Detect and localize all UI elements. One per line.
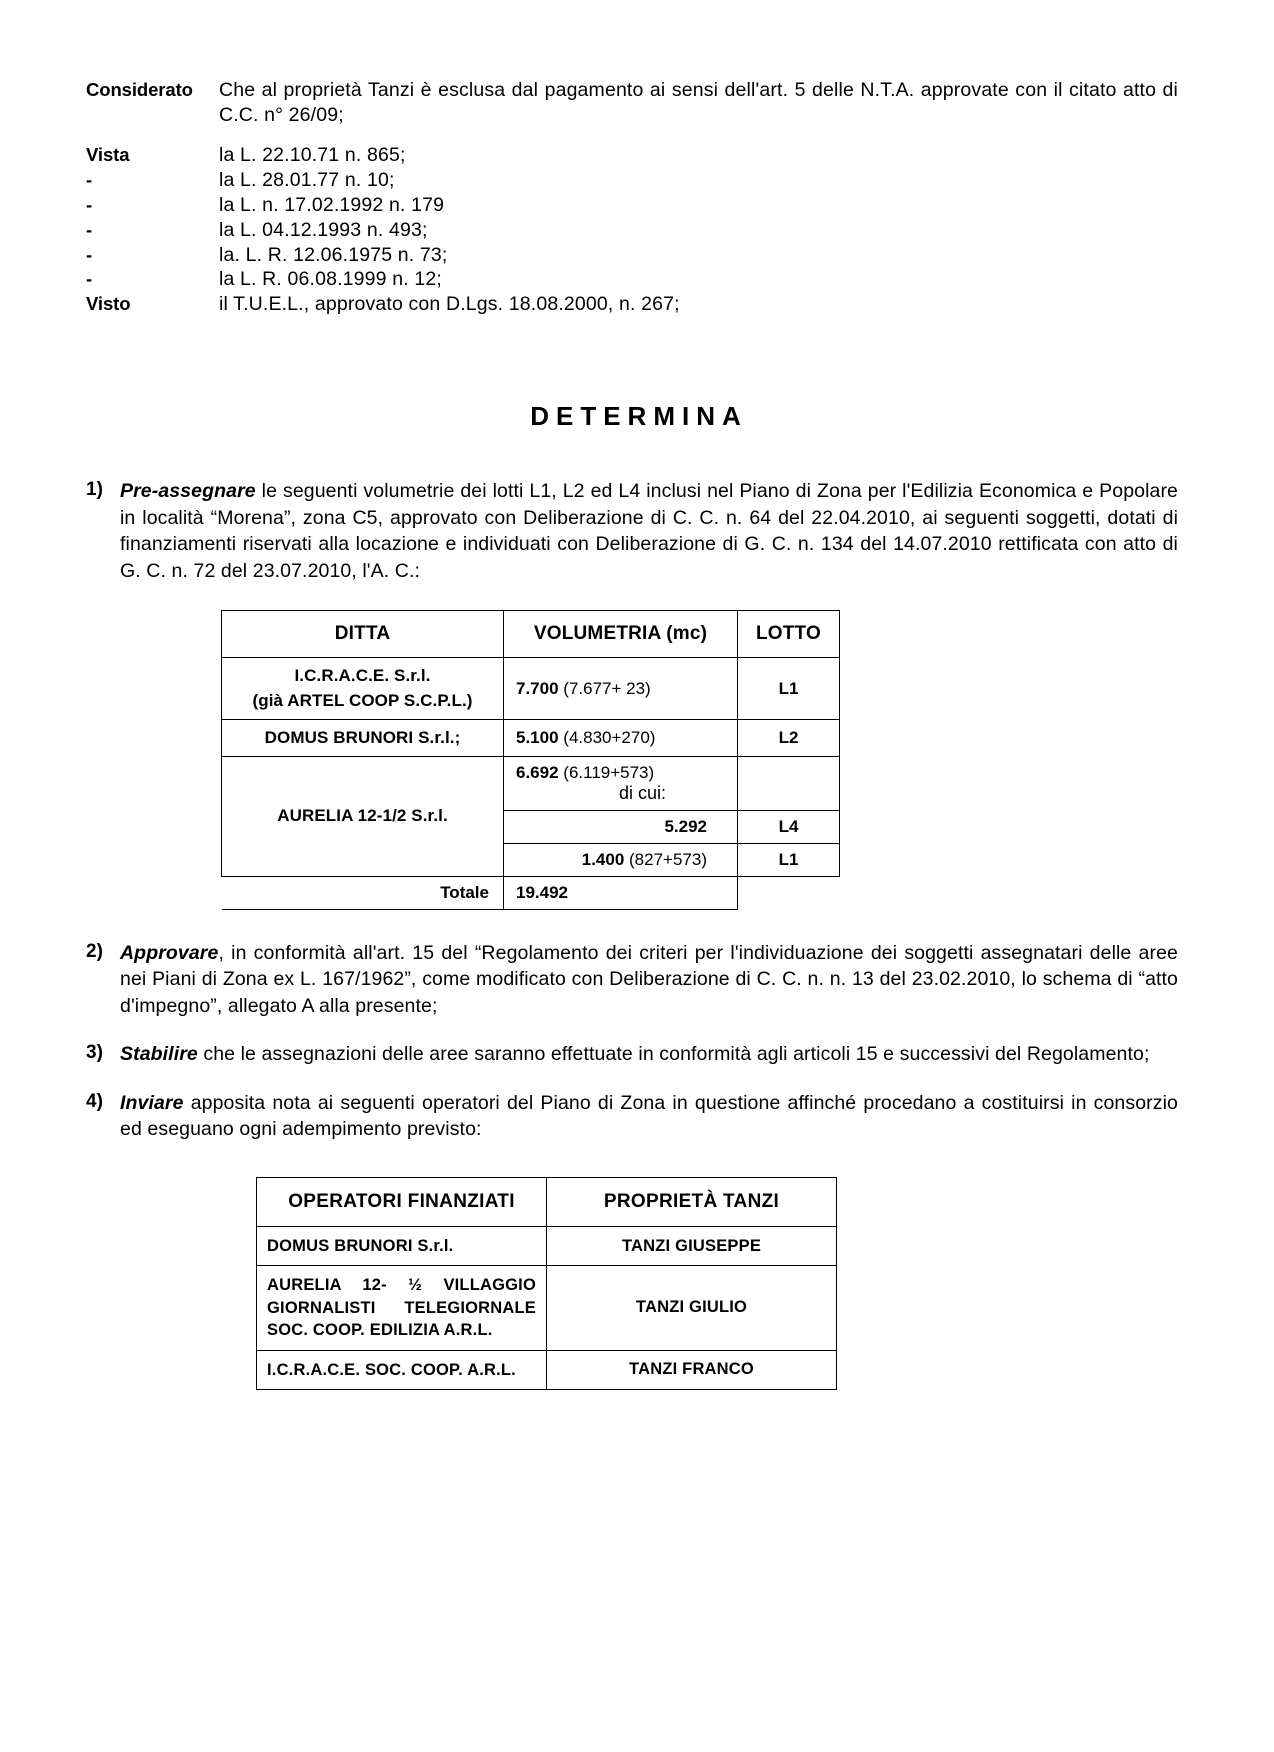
ditta-icrace-line1: I.C.R.A.C.E. S.r.l.	[294, 666, 431, 686]
premise-law-5: la. L. R. 12.06.1975 n. 73;	[219, 243, 448, 266]
list-item-4-text: apposita nota ai seguenti operatori del Piano di Zona in questione affinché procedano a costituirsi in consorzio ed eseguano ogni adempimento previsto:	[120, 1091, 1178, 1141]
list-item-3	[86, 1041, 1178, 1068]
volumetria-aurelia-detail: (6.119+573)	[563, 762, 655, 782]
cell-totale-value: 19.492	[504, 876, 738, 909]
list-item-4-keyword: Inviare	[120, 1091, 184, 1114]
volumetria-icrace-value: 7.700	[516, 678, 559, 698]
premise-law-3: la L. n. 17.02.1992 n. 179	[219, 193, 445, 216]
list-item-1	[86, 478, 1178, 584]
determina-items	[86, 478, 1178, 1390]
column-header-proprieta: PROPRIETÀ TANZI	[547, 1177, 837, 1226]
premise-row-considerato	[86, 78, 1178, 129]
cell-lotto-aurelia-sub-1: L4	[738, 810, 840, 843]
cell-totale-label: Totale	[222, 876, 504, 909]
premise-law-2: la L. 28.01.77 n. 10;	[219, 168, 395, 191]
cell-volumetria-aurelia-sub-2	[504, 843, 738, 876]
premise-row-visto	[86, 292, 1178, 317]
column-header-ditta: DITTA	[222, 611, 504, 658]
volumetrie-table	[221, 610, 840, 909]
table-row	[222, 756, 840, 810]
cell-operatore-domus: DOMUS BRUNORI S.r.l.	[257, 1226, 547, 1265]
premise-bullet-dash-5: -	[86, 268, 93, 290]
list-item-2-keyword: Approvare	[120, 941, 219, 964]
cell-volumetria-icrace	[504, 658, 738, 719]
list-item-3-keyword: Stabilire	[120, 1043, 198, 1066]
cell-lotto-aurelia-sub-2: L1	[738, 843, 840, 876]
volumetria-domus-detail: (4.830+270)	[563, 727, 656, 747]
operatori-table	[256, 1177, 837, 1390]
list-item-3-number: 3)	[86, 1042, 103, 1064]
premise-row-law-2	[86, 168, 1178, 193]
volumetria-aurelia-value: 6.692	[516, 762, 559, 782]
premise-text-visto: il T.U.E.L., approvato con D.Lgs. 18.08.2000, n. 267;	[219, 293, 680, 316]
table-row	[257, 1266, 837, 1350]
volumetria-aurelia-sub-2-detail: (827+573)	[629, 849, 707, 869]
table-total-row	[222, 876, 840, 909]
premise-law-1: la L. 22.10.71 n. 865;	[219, 143, 406, 166]
premise-bullet-dash-2: -	[86, 193, 93, 215]
cell-operatore-icrace: I.C.R.A.C.E. SOC. COOP. A.R.L.	[257, 1350, 547, 1389]
cell-volumetria-domus	[504, 719, 738, 756]
cell-volumetria-aurelia-total	[504, 756, 738, 810]
volumetria-aurelia-sub-1-value: 5.292	[664, 816, 707, 836]
volumetria-aurelia-sub-2-value: 1.400	[581, 849, 625, 869]
premise-row-vista	[86, 143, 1178, 168]
cell-lotto-aurelia-total	[738, 756, 840, 810]
list-item-2	[86, 940, 1178, 1020]
cell-lotto-icrace: L1	[738, 658, 840, 719]
list-item-1-number: 1)	[86, 479, 103, 501]
column-header-operatori: OPERATORI FINANZIATI	[257, 1177, 547, 1226]
premise-label-considerato: Considerato	[86, 79, 193, 100]
column-header-volumetria: VOLUMETRIA (mc)	[504, 611, 738, 658]
table-header-row	[222, 611, 840, 658]
premise-bullet-dash-3: -	[86, 218, 93, 240]
list-item-1-text: le seguenti volumetrie dei lotti L1, L2 ed L4 inclusi nel Piano di Zona per l'Edilizia Economica e Popolare in località “Morena”, zona C5, approvato con Deliberazione di C. C. n. 64 del 22.04.2010, ai seguenti soggetti, dotati di finanziamenti riservati alla locazione e individuati con Deliberazione di G. C. n. 134 del 14.07.2010 rettificata con atto di G. C. n. 72 del 23.07.2010, l'A. C.:	[120, 480, 1178, 582]
premise-law-6: la L. R. 06.08.1999 n. 12;	[219, 268, 442, 291]
list-item-4-number: 4)	[86, 1090, 103, 1112]
list-item-2-body	[120, 940, 1178, 1020]
cell-ditta-domus: DOMUS BRUNORI S.r.l.;	[222, 719, 504, 756]
cell-proprieta-franco: TANZI FRANCO	[547, 1350, 837, 1389]
operatori-table-wrapper	[256, 1177, 836, 1390]
premise-block	[86, 78, 1178, 317]
cell-proprieta-giuseppe: TANZI GIUSEPPE	[547, 1226, 837, 1265]
list-item-2-text: , in conformità all'art. 15 del “Regolamento dei criteri per l'individuazione dei soggetti assegnatari delle aree nei Piani di Zona ex L. 167/1962”, come modificato con Deliberazione di C. C. n. n. 13 del 23.02.2010, lo schema di “atto d'impegno”, allegato A alla presente;	[120, 941, 1178, 1017]
page-title: DETERMINA	[530, 401, 748, 432]
cell-volumetria-aurelia-sub-1	[504, 810, 738, 843]
table-row	[222, 719, 840, 756]
table-header-row	[257, 1177, 837, 1226]
premise-row-law-6	[86, 267, 1178, 292]
list-item-3-body	[120, 1041, 1178, 1068]
premise-label-visto: Visto	[86, 293, 131, 315]
list-item-1-keyword: Pre-assegnare	[120, 480, 256, 503]
premise-row-law-4	[86, 218, 1178, 243]
cell-lotto-domus: L2	[738, 719, 840, 756]
premise-row-law-3	[86, 193, 1178, 218]
list-item-4	[86, 1090, 1178, 1143]
volumetria-aurelia-dicui: di cui:	[618, 782, 667, 803]
volumetria-domus-value: 5.100	[516, 727, 559, 747]
cell-proprieta-giulio: TANZI GIULIO	[547, 1266, 837, 1350]
cell-ditta-icrace	[222, 658, 504, 719]
table-row	[257, 1226, 837, 1265]
ditta-icrace-line2: (già ARTEL COOP S.C.P.L.)	[252, 690, 473, 710]
spacer	[86, 129, 1178, 143]
premise-bullet-dash-4: -	[86, 243, 93, 265]
list-item-1-body	[120, 478, 1178, 584]
table-row	[257, 1350, 837, 1389]
premise-law-4: la L. 04.12.1993 n. 493;	[219, 218, 428, 241]
column-header-lotto: LOTTO	[738, 611, 840, 658]
cell-ditta-aurelia: AURELIA 12-1/2 S.r.l.	[222, 756, 504, 876]
volumetria-icrace-detail: (7.677+ 23)	[563, 678, 651, 698]
premise-label-vista: Vista	[86, 143, 130, 165]
cell-operatore-aurelia: AURELIA 12- ½ VILLAGGIO GIORNALISTI TELEGIORNALE SOC. COOP. EDILIZIA A.R.L.	[257, 1266, 547, 1350]
list-item-2-number: 2)	[86, 940, 103, 962]
premise-bullet-dash-1: -	[86, 168, 93, 190]
volumetrie-table-wrapper	[221, 610, 839, 909]
table-row	[222, 658, 840, 719]
list-item-4-body	[120, 1090, 1178, 1143]
cell-totale-empty	[738, 876, 840, 909]
list-item-3-text: che le assegnazioni delle aree saranno effettuate in conformità agli articoli 15 e successivi del Regolamento;	[197, 1043, 1150, 1066]
premise-row-law-5	[86, 243, 1178, 268]
premise-text-considerato: Che al proprietà Tanzi è esclusa dal pagamento ai sensi dell'art. 5 delle N.T.A. approvate con il citato atto di C.C. n° 26/09;	[219, 79, 1178, 127]
